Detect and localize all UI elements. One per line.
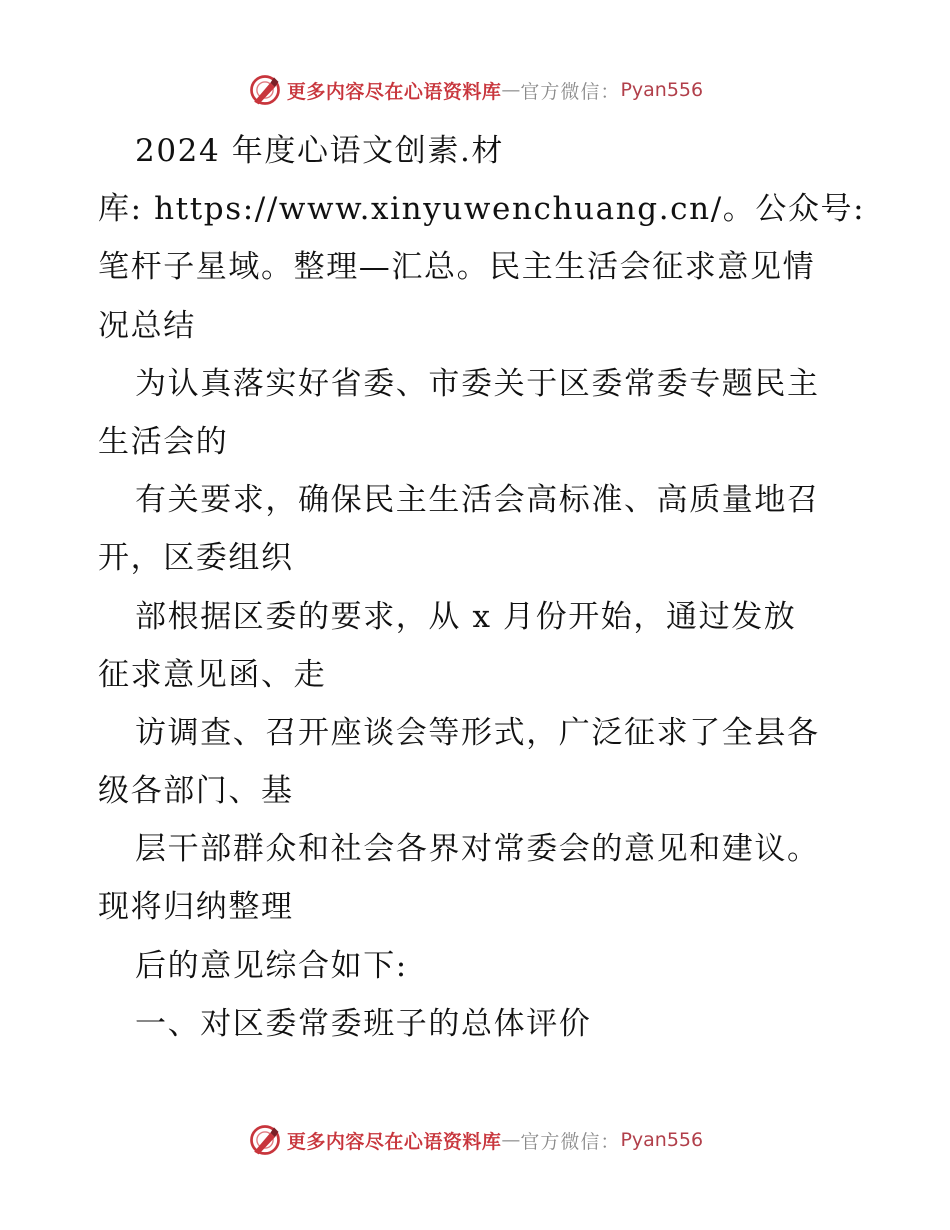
section-heading: 一、对区委常委班子的总体评价 <box>135 1005 592 1042</box>
header-watermark <box>0 70 950 110</box>
watermark-wechat-label: 官方微信： <box>520 1130 621 1153</box>
text-line: 级各部门、基 <box>98 773 294 810</box>
text-line: 况总结 <box>98 307 196 344</box>
text-line: 征求意见函、走 <box>98 656 327 693</box>
watermark-wechat-account: Pyan556 <box>620 1129 704 1151</box>
text-line: 访调查、召开座谈会等形式，广泛征求了全县各 <box>135 714 820 751</box>
text-line: 生活会的 <box>98 423 229 460</box>
document-body <box>98 122 866 1053</box>
text-line: 有关要求，确保民主生活会高标准、高质量地召 <box>135 482 820 519</box>
watermark-dash: — <box>501 1129 521 1151</box>
footer-watermark <box>0 1120 950 1160</box>
pen-logo-icon <box>247 1122 283 1158</box>
watermark-dash: — <box>501 79 521 101</box>
text-line: 开，区委组织 <box>98 540 294 577</box>
text-line: 库: https://www.xinyuwenchuang.cn/。公众号: <box>98 191 866 228</box>
text-line: 后的意见综合如下: <box>135 947 408 984</box>
watermark-wechat-account: Pyan556 <box>620 79 704 101</box>
text-line: 现将归纳整理 <box>98 889 294 926</box>
text-line: 部根据区委的要求，从 x 月份开始，通过发放 <box>135 598 797 635</box>
text-line: 为认真落实好省委、市委关于区委常委专题民主 <box>135 365 820 402</box>
watermark-wechat-label: 官方微信： <box>520 80 621 103</box>
pen-logo-icon <box>247 72 283 108</box>
text-line: 层干部群众和社会各界对常委会的意见和建议。 <box>135 831 820 868</box>
watermark-slogan: 更多内容尽在心语资料库 <box>286 1130 502 1153</box>
text-line: 笔杆子星域。整理—汇总。民主生活会征求意见情 <box>98 249 816 286</box>
watermark-slogan: 更多内容尽在心语资料库 <box>286 80 502 103</box>
text-line: 2024 年度心语文创素.材 <box>135 133 504 169</box>
